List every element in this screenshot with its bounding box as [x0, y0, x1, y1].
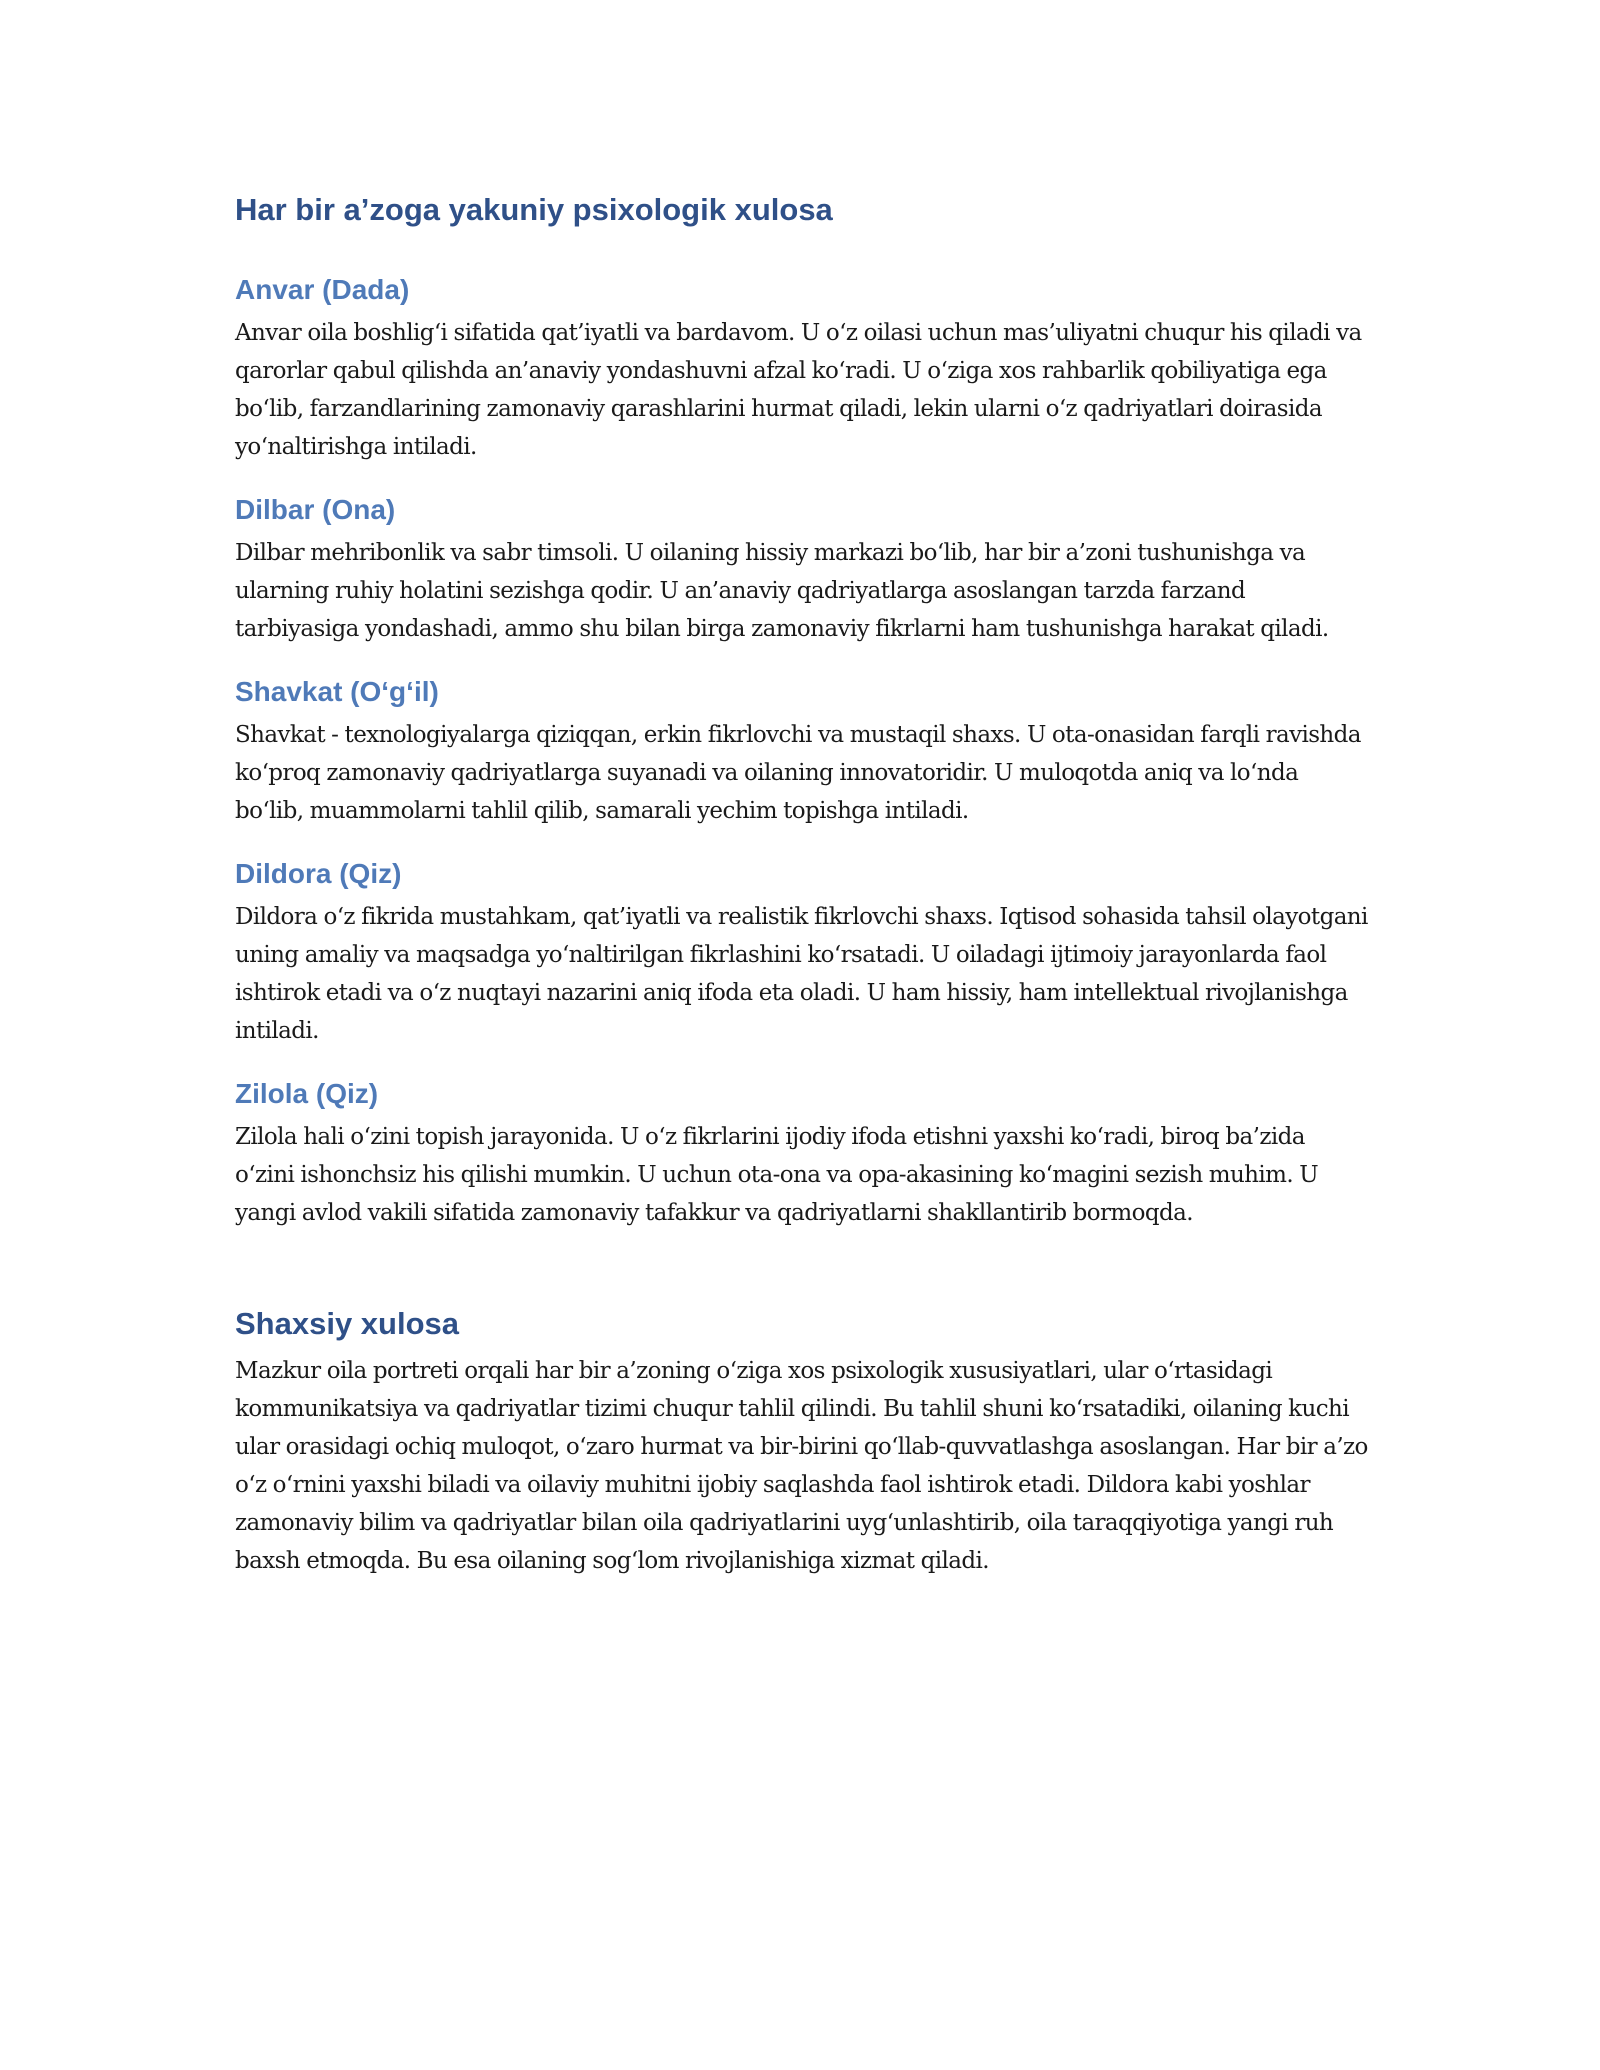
summary-heading: Shaxsiy xulosa: [235, 1306, 460, 1341]
section-summary: [235, 1304, 1370, 1580]
section-heading: Shavkat (O‘g‘il): [235, 676, 439, 707]
section-dilbar: [235, 492, 1370, 648]
section-paragraph: Shavkat - texnologiyalarga qiziqqan, erkin fikrlovchi va mustaqil shaxs. U ota-onasidan farqli ravishda ko‘proq zamonaviy qadriyatlarga suyanadi va oilaning innovatoridir. U muloqotda aniq va lo‘nda bo‘lib, muammolarni tahlil qilib, samarali yechim topishga intiladi.: [235, 722, 1361, 824]
section-heading: Dilbar (Ona): [235, 494, 396, 525]
section-paragraph: Anvar oila boshlig‘i sifatida qat’iyatli va bardavom. U o‘z oilasi uchun mas’uliyatni chuqur his qiladi va qarorlar qabul qilishda an’anaviy yondashuvni afzal ko‘radi. U o‘ziga xos rahbarlik qobiliyatiga ega bo‘lib, farzandlarining zamonaviy qarashlarini hurmat qiladi, lekin ularni o‘z qadriyatlari doirasida yo‘naltirishga intiladi.: [235, 320, 1362, 460]
section-heading: Anvar (Dada): [235, 274, 410, 305]
summary-paragraph: Mazkur oila portreti orqali har bir a’zoning o‘ziga xos psixologik xususiyatlari, ular o‘rtasidagi kommunikatsiya va qadriyatlar tizimi chuqur tahlil qilindi. Bu tahlil shuni ko‘rsatadiki, oilaning kuchi ular orasidagi ochiq muloqot, o‘zaro hurmat va bir-birini qo‘llab-quvvatlashga asoslangan. Har bir a’zo o‘z o‘rnini yaxshi biladi va oilaviy muhitni ijobiy saqlashda faol ishtirok etadi. Dildora kabi yoshlar zamonaviy bilim va qadriyatlar bilan oila qadriyatlarini uyg‘unlashtirib, oila taraqqiyotiga yangi ruh baxsh etmoqda. Bu esa oilaning sog‘lom rivojlanishiga xizmat qiladi.: [235, 1358, 1368, 1574]
document-page: [235, 190, 1370, 1580]
section-dildora: [235, 856, 1370, 1050]
section-heading: Zilola (Qiz): [235, 1078, 379, 1109]
section-shavkat: [235, 674, 1370, 830]
section-zilola: [235, 1076, 1370, 1232]
page-title: Har bir a’zoga yakuniy psixologik xulosa: [235, 192, 833, 227]
section-paragraph: Zilola hali o‘zini topish jarayonida. U o‘z fikrlarini ijodiy ifoda etishni yaxshi ko‘radi, biroq ba’zida o‘zini ishonchsiz his qilishi mumkin. U uchun ota-ona va opa-akasining ko‘magini sezish muhim. U yangi avlod vakili sifatida zamonaviy tafakkur va qadriyatlarni shakllantirib bormoqda.: [235, 1124, 1319, 1226]
section-heading: Dildora (Qiz): [235, 858, 402, 889]
section-paragraph: Dilbar mehribonlik va sabr timsoli. U oilaning hissiy markazi bo‘lib, har bir a’zoni tushunishga va ularning ruhiy holatini sezishga qodir. U an’anaviy qadriyatlarga asoslangan tarzda farzand tarbiyasiga yondashadi, ammo shu bilan birga zamonaviy fikrlarni ham tushunishga harakat qiladi.: [235, 540, 1329, 642]
section-paragraph: Dildora o‘z fikrida mustahkam, qat’iyatli va realistik fikrlovchi shaxs. Iqtisod sohasida tahsil olayotgani uning amaliy va maqsadga yo‘naltirilgan fikrlashini ko‘rsatadi. U oiladagi ijtimoiy jarayonlarda faol ishtirok etadi va o‘z nuqtayi nazarini aniq ifoda eta oladi. U ham hissiy, ham intellektual rivojlanishga intiladi.: [235, 904, 1368, 1044]
section-anvar: [235, 272, 1370, 466]
